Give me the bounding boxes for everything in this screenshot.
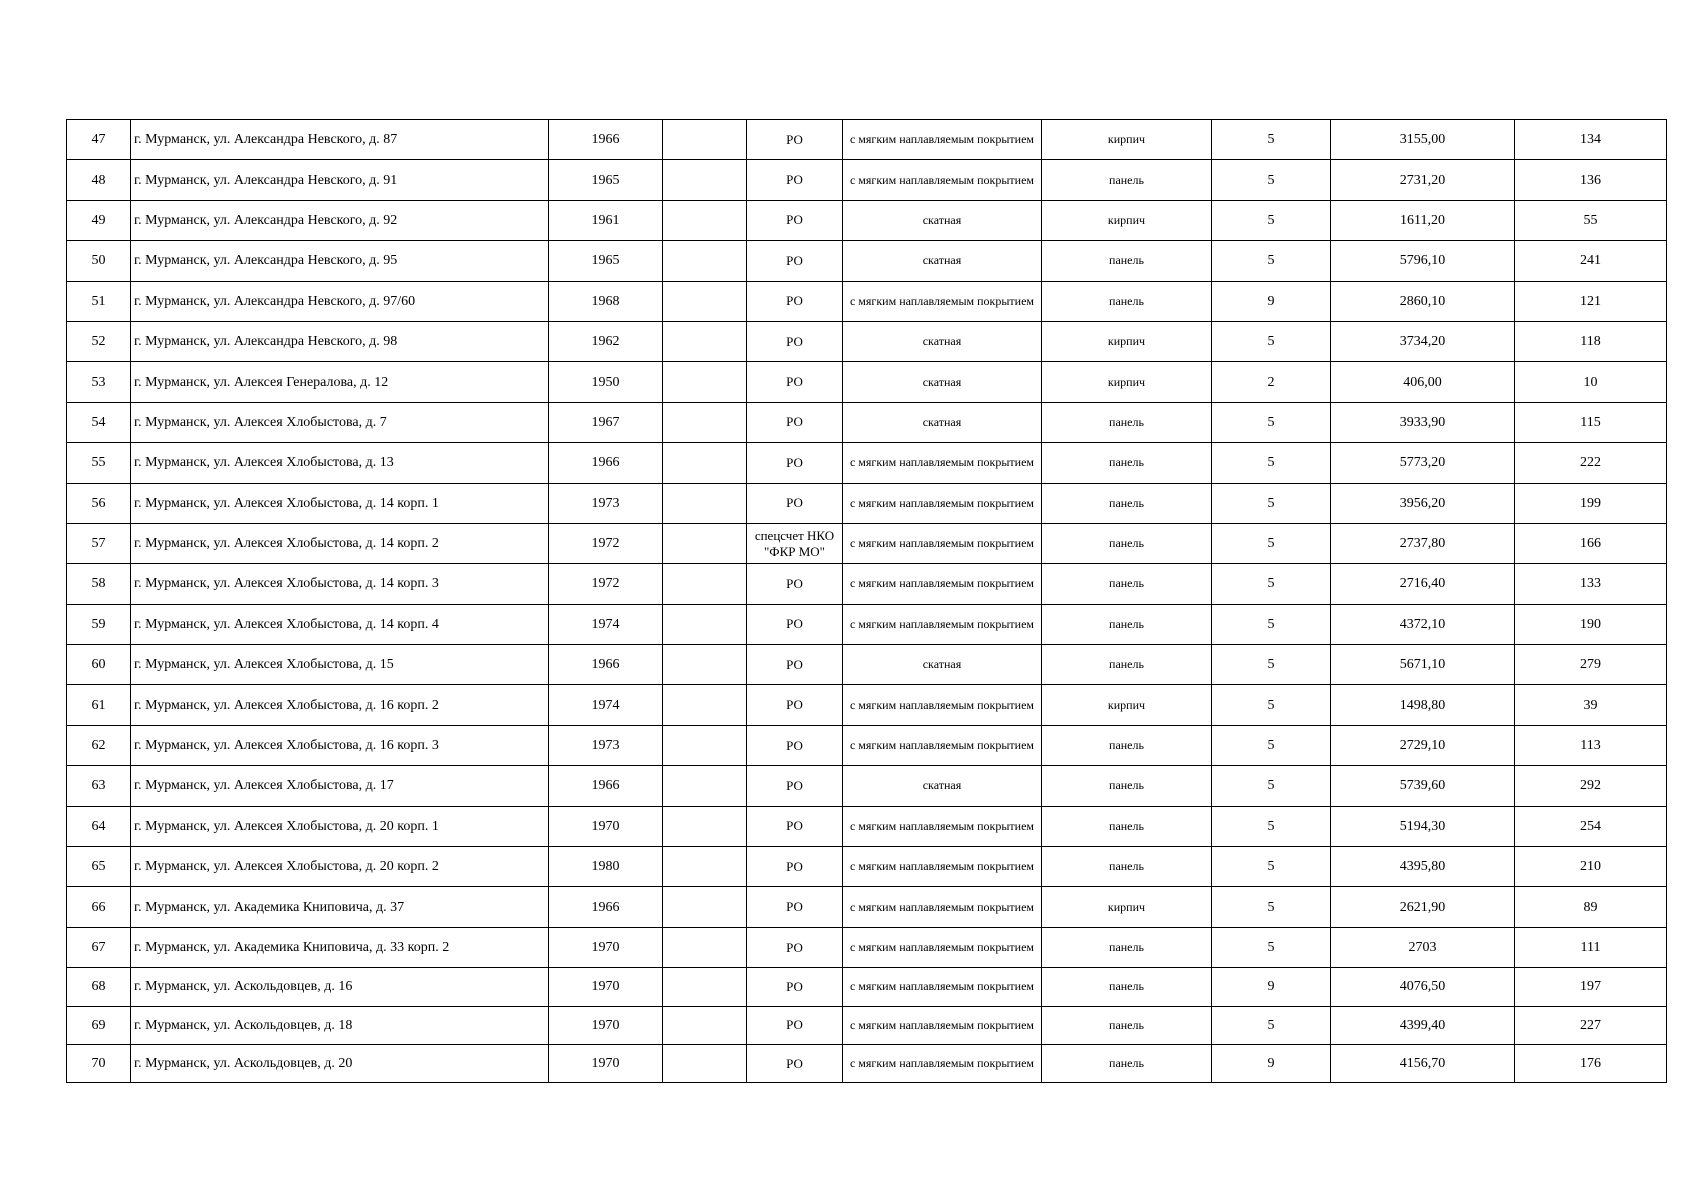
address-cell: г. Мурманск, ул. Алексея Хлобыстова, д. 14 корп. 2 [131, 523, 549, 563]
year-built-cell: 1972 [549, 564, 663, 604]
area-cell: 1611,20 [1331, 200, 1515, 240]
year-built-cell: 1967 [549, 402, 663, 442]
floors-cell: 5 [1212, 725, 1331, 765]
table-row [67, 281, 1667, 321]
row-number-cell: 63 [67, 766, 131, 806]
table-row [67, 806, 1667, 846]
area-cell: 406,00 [1331, 362, 1515, 402]
table-row [67, 321, 1667, 361]
blank-cell [663, 1006, 747, 1044]
address-cell: г. Мурманск, ул. Алексея Хлобыстова, д. 14 корп. 4 [131, 604, 549, 644]
floors-cell: 5 [1212, 200, 1331, 240]
fund-method-cell: РО [747, 1044, 843, 1082]
row-number-cell: 55 [67, 443, 131, 483]
floors-cell: 5 [1212, 806, 1331, 846]
table-row [67, 523, 1667, 563]
wall-material-cell: панель [1042, 402, 1212, 442]
blank-cell [663, 887, 747, 927]
row-number-cell: 69 [67, 1006, 131, 1044]
table-row [67, 160, 1667, 200]
wall-material-cell: панель [1042, 968, 1212, 1006]
address-cell: г. Мурманск, ул. Александра Невского, д. 91 [131, 160, 549, 200]
table-row [67, 887, 1667, 927]
address-cell: г. Мурманск, ул. Аскольдовцев, д. 18 [131, 1006, 549, 1044]
blank-cell [663, 1044, 747, 1082]
area-cell: 5671,10 [1331, 645, 1515, 685]
wall-material-cell: кирпич [1042, 200, 1212, 240]
wall-material-cell: кирпич [1042, 321, 1212, 361]
fund-method-cell: РО [747, 645, 843, 685]
year-built-cell: 1965 [549, 160, 663, 200]
wall-material-cell: кирпич [1042, 362, 1212, 402]
residents-cell: 197 [1515, 968, 1667, 1006]
year-built-cell: 1970 [549, 927, 663, 967]
residents-cell: 222 [1515, 443, 1667, 483]
residents-cell: 279 [1515, 645, 1667, 685]
area-cell: 2716,40 [1331, 564, 1515, 604]
area-cell: 5773,20 [1331, 443, 1515, 483]
year-built-cell: 1970 [549, 806, 663, 846]
roof-type-cell: с мягким наплавляемым покрытием [843, 725, 1042, 765]
area-cell: 1498,80 [1331, 685, 1515, 725]
floors-cell: 5 [1212, 160, 1331, 200]
address-cell: г. Мурманск, ул. Александра Невского, д. 87 [131, 120, 549, 160]
year-built-cell: 1965 [549, 241, 663, 281]
floors-cell: 5 [1212, 523, 1331, 563]
residents-cell: 210 [1515, 847, 1667, 887]
fund-method-cell: РО [747, 604, 843, 644]
blank-cell [663, 564, 747, 604]
residents-cell: 115 [1515, 402, 1667, 442]
blank-cell [663, 160, 747, 200]
address-cell: г. Мурманск, ул. Александра Невского, д. 92 [131, 200, 549, 240]
row-number-cell: 49 [67, 200, 131, 240]
residents-cell: 89 [1515, 887, 1667, 927]
fund-method-cell: спецсчет НКО "ФКР МО" [747, 523, 843, 563]
row-number-cell: 67 [67, 927, 131, 967]
blank-cell [663, 362, 747, 402]
area-cell: 3956,20 [1331, 483, 1515, 523]
area-cell: 2860,10 [1331, 281, 1515, 321]
floors-cell: 2 [1212, 362, 1331, 402]
address-cell: г. Мурманск, ул. Александра Невского, д. 98 [131, 321, 549, 361]
table-row [67, 564, 1667, 604]
wall-material-cell: панель [1042, 523, 1212, 563]
row-number-cell: 61 [67, 685, 131, 725]
roof-type-cell: скатная [843, 241, 1042, 281]
floors-cell: 9 [1212, 968, 1331, 1006]
floors-cell: 5 [1212, 402, 1331, 442]
blank-cell [663, 806, 747, 846]
roof-type-cell: с мягким наплавляемым покрытием [843, 685, 1042, 725]
address-cell: г. Мурманск, ул. Алексея Хлобыстова, д. 17 [131, 766, 549, 806]
residents-cell: 136 [1515, 160, 1667, 200]
roof-type-cell: с мягким наплавляемым покрытием [843, 1006, 1042, 1044]
table-row [67, 1044, 1667, 1082]
blank-cell [663, 281, 747, 321]
table-row [67, 1006, 1667, 1044]
fund-method-cell: РО [747, 968, 843, 1006]
table-row [67, 725, 1667, 765]
roof-type-cell: скатная [843, 200, 1042, 240]
blank-cell [663, 927, 747, 967]
table-row [67, 645, 1667, 685]
year-built-cell: 1950 [549, 362, 663, 402]
wall-material-cell: панель [1042, 604, 1212, 644]
residents-cell: 292 [1515, 766, 1667, 806]
residents-cell: 254 [1515, 806, 1667, 846]
row-number-cell: 68 [67, 968, 131, 1006]
table-row [67, 604, 1667, 644]
row-number-cell: 66 [67, 887, 131, 927]
fund-method-cell: РО [747, 321, 843, 361]
fund-method-cell: РО [747, 766, 843, 806]
roof-type-cell: с мягким наплавляемым покрытием [843, 281, 1042, 321]
table-row [67, 120, 1667, 160]
address-cell: г. Мурманск, ул. Алексея Хлобыстова, д. 16 корп. 2 [131, 685, 549, 725]
fund-method-cell: РО [747, 887, 843, 927]
table-row [67, 362, 1667, 402]
address-cell: г. Мурманск, ул. Александра Невского, д. 97/60 [131, 281, 549, 321]
floors-cell: 5 [1212, 847, 1331, 887]
area-cell: 4076,50 [1331, 968, 1515, 1006]
year-built-cell: 1966 [549, 766, 663, 806]
area-cell: 3734,20 [1331, 321, 1515, 361]
row-number-cell: 54 [67, 402, 131, 442]
year-built-cell: 1972 [549, 523, 663, 563]
blank-cell [663, 645, 747, 685]
residents-cell: 111 [1515, 927, 1667, 967]
blank-cell [663, 968, 747, 1006]
year-built-cell: 1980 [549, 847, 663, 887]
address-cell: г. Мурманск, ул. Аскольдовцев, д. 20 [131, 1044, 549, 1082]
floors-cell: 9 [1212, 281, 1331, 321]
fund-method-cell: РО [747, 241, 843, 281]
address-cell: г. Мурманск, ул. Алексея Хлобыстова, д. 20 корп. 1 [131, 806, 549, 846]
row-number-cell: 53 [67, 362, 131, 402]
fund-method-cell: РО [747, 362, 843, 402]
blank-cell [663, 604, 747, 644]
floors-cell: 5 [1212, 685, 1331, 725]
roof-type-cell: с мягким наплавляемым покрытием [843, 523, 1042, 563]
year-built-cell: 1970 [549, 1044, 663, 1082]
residents-cell: 241 [1515, 241, 1667, 281]
housing-registry-table [66, 119, 1667, 1083]
blank-cell [663, 523, 747, 563]
area-cell: 4372,10 [1331, 604, 1515, 644]
floors-cell: 5 [1212, 321, 1331, 361]
floors-cell: 5 [1212, 927, 1331, 967]
roof-type-cell: скатная [843, 362, 1042, 402]
floors-cell: 5 [1212, 1006, 1331, 1044]
roof-type-cell: с мягким наплавляемым покрытием [843, 806, 1042, 846]
fund-method-cell: РО [747, 685, 843, 725]
area-cell: 2621,90 [1331, 887, 1515, 927]
year-built-cell: 1974 [549, 685, 663, 725]
row-number-cell: 50 [67, 241, 131, 281]
row-number-cell: 65 [67, 847, 131, 887]
residents-cell: 121 [1515, 281, 1667, 321]
residents-cell: 39 [1515, 685, 1667, 725]
fund-method-cell: РО [747, 725, 843, 765]
table-row [67, 968, 1667, 1006]
roof-type-cell: скатная [843, 321, 1042, 361]
table-row [67, 443, 1667, 483]
fund-method-cell: РО [747, 564, 843, 604]
row-number-cell: 51 [67, 281, 131, 321]
area-cell: 2703 [1331, 927, 1515, 967]
residents-cell: 190 [1515, 604, 1667, 644]
row-number-cell: 47 [67, 120, 131, 160]
table-row [67, 685, 1667, 725]
residents-cell: 118 [1515, 321, 1667, 361]
area-cell: 2737,80 [1331, 523, 1515, 563]
floors-cell: 9 [1212, 1044, 1331, 1082]
wall-material-cell: панель [1042, 1006, 1212, 1044]
roof-type-cell: с мягким наплавляемым покрытием [843, 160, 1042, 200]
registry-table-body [67, 120, 1667, 1083]
address-cell: г. Мурманск, ул. Аскольдовцев, д. 16 [131, 968, 549, 1006]
year-built-cell: 1968 [549, 281, 663, 321]
wall-material-cell: панель [1042, 847, 1212, 887]
row-number-cell: 62 [67, 725, 131, 765]
roof-type-cell: скатная [843, 402, 1042, 442]
wall-material-cell: панель [1042, 1044, 1212, 1082]
address-cell: г. Мурманск, ул. Алексея Хлобыстова, д. 13 [131, 443, 549, 483]
year-built-cell: 1966 [549, 887, 663, 927]
address-cell: г. Мурманск, ул. Алексея Хлобыстова, д. 7 [131, 402, 549, 442]
area-cell: 5739,60 [1331, 766, 1515, 806]
roof-type-cell: с мягким наплавляемым покрытием [843, 483, 1042, 523]
roof-type-cell: с мягким наплавляемым покрытием [843, 887, 1042, 927]
address-cell: г. Мурманск, ул. Алексея Хлобыстова, д. 20 корп. 2 [131, 847, 549, 887]
wall-material-cell: кирпич [1042, 685, 1212, 725]
row-number-cell: 57 [67, 523, 131, 563]
table-row [67, 847, 1667, 887]
blank-cell [663, 483, 747, 523]
roof-type-cell: с мягким наплавляемым покрытием [843, 1044, 1042, 1082]
row-number-cell: 58 [67, 564, 131, 604]
blank-cell [663, 321, 747, 361]
area-cell: 2729,10 [1331, 725, 1515, 765]
residents-cell: 166 [1515, 523, 1667, 563]
address-cell: г. Мурманск, ул. Алексея Хлобыстова, д. 16 корп. 3 [131, 725, 549, 765]
area-cell: 3933,90 [1331, 402, 1515, 442]
roof-type-cell: с мягким наплавляемым покрытием [843, 120, 1042, 160]
address-cell: г. Мурманск, ул. Алексея Генералова, д. 12 [131, 362, 549, 402]
fund-method-cell: РО [747, 1006, 843, 1044]
area-cell: 4395,80 [1331, 847, 1515, 887]
blank-cell [663, 766, 747, 806]
table-row [67, 241, 1667, 281]
residents-cell: 133 [1515, 564, 1667, 604]
fund-method-cell: РО [747, 443, 843, 483]
address-cell: г. Мурманск, ул. Алексея Хлобыстова, д. 15 [131, 645, 549, 685]
residents-cell: 10 [1515, 362, 1667, 402]
residents-cell: 176 [1515, 1044, 1667, 1082]
area-cell: 5194,30 [1331, 806, 1515, 846]
residents-cell: 55 [1515, 200, 1667, 240]
wall-material-cell: панель [1042, 241, 1212, 281]
floors-cell: 5 [1212, 241, 1331, 281]
year-built-cell: 1966 [549, 443, 663, 483]
fund-method-cell: РО [747, 927, 843, 967]
fund-method-cell: РО [747, 281, 843, 321]
fund-method-cell: РО [747, 160, 843, 200]
year-built-cell: 1973 [549, 725, 663, 765]
row-number-cell: 52 [67, 321, 131, 361]
year-built-cell: 1970 [549, 1006, 663, 1044]
address-cell: г. Мурманск, ул. Алексея Хлобыстова, д. 14 корп. 3 [131, 564, 549, 604]
address-cell: г. Мурманск, ул. Алексея Хлобыстова, д. 14 корп. 1 [131, 483, 549, 523]
wall-material-cell: панель [1042, 645, 1212, 685]
floors-cell: 5 [1212, 645, 1331, 685]
wall-material-cell: панель [1042, 806, 1212, 846]
roof-type-cell: скатная [843, 766, 1042, 806]
table-row [67, 766, 1667, 806]
floors-cell: 5 [1212, 564, 1331, 604]
fund-method-cell: РО [747, 200, 843, 240]
wall-material-cell: панель [1042, 725, 1212, 765]
blank-cell [663, 120, 747, 160]
blank-cell [663, 725, 747, 765]
fund-method-cell: РО [747, 120, 843, 160]
blank-cell [663, 200, 747, 240]
residents-cell: 227 [1515, 1006, 1667, 1044]
blank-cell [663, 443, 747, 483]
address-cell: г. Мурманск, ул. Академика Книповича, д. 33 корп. 2 [131, 927, 549, 967]
year-built-cell: 1961 [549, 200, 663, 240]
roof-type-cell: с мягким наплавляемым покрытием [843, 847, 1042, 887]
year-built-cell: 1962 [549, 321, 663, 361]
wall-material-cell: панель [1042, 443, 1212, 483]
row-number-cell: 56 [67, 483, 131, 523]
year-built-cell: 1974 [549, 604, 663, 644]
residents-cell: 113 [1515, 725, 1667, 765]
wall-material-cell: панель [1042, 160, 1212, 200]
address-cell: г. Мурманск, ул. Академика Книповича, д. 37 [131, 887, 549, 927]
residents-cell: 199 [1515, 483, 1667, 523]
fund-method-cell: РО [747, 483, 843, 523]
year-built-cell: 1973 [549, 483, 663, 523]
area-cell: 4399,40 [1331, 1006, 1515, 1044]
address-cell: г. Мурманск, ул. Александра Невского, д. 95 [131, 241, 549, 281]
wall-material-cell: кирпич [1042, 887, 1212, 927]
wall-material-cell: панель [1042, 927, 1212, 967]
area-cell: 2731,20 [1331, 160, 1515, 200]
year-built-cell: 1966 [549, 120, 663, 160]
roof-type-cell: с мягким наплавляемым покрытием [843, 443, 1042, 483]
wall-material-cell: панель [1042, 564, 1212, 604]
roof-type-cell: с мягким наплавляемым покрытием [843, 927, 1042, 967]
year-built-cell: 1966 [549, 645, 663, 685]
table-row [67, 927, 1667, 967]
fund-method-cell: РО [747, 806, 843, 846]
table-row [67, 483, 1667, 523]
blank-cell [663, 241, 747, 281]
row-number-cell: 64 [67, 806, 131, 846]
roof-type-cell: с мягким наплавляемым покрытием [843, 564, 1042, 604]
blank-cell [663, 402, 747, 442]
row-number-cell: 60 [67, 645, 131, 685]
blank-cell [663, 685, 747, 725]
floors-cell: 5 [1212, 483, 1331, 523]
table-row [67, 402, 1667, 442]
row-number-cell: 59 [67, 604, 131, 644]
row-number-cell: 70 [67, 1044, 131, 1082]
row-number-cell: 48 [67, 160, 131, 200]
floors-cell: 5 [1212, 887, 1331, 927]
wall-material-cell: панель [1042, 766, 1212, 806]
wall-material-cell: кирпич [1042, 120, 1212, 160]
area-cell: 4156,70 [1331, 1044, 1515, 1082]
roof-type-cell: скатная [843, 645, 1042, 685]
floors-cell: 5 [1212, 604, 1331, 644]
roof-type-cell: с мягким наплавляемым покрытием [843, 968, 1042, 1006]
fund-method-cell: РО [747, 402, 843, 442]
wall-material-cell: панель [1042, 483, 1212, 523]
floors-cell: 5 [1212, 766, 1331, 806]
roof-type-cell: с мягким наплавляемым покрытием [843, 604, 1042, 644]
residents-cell: 134 [1515, 120, 1667, 160]
area-cell: 5796,10 [1331, 241, 1515, 281]
year-built-cell: 1970 [549, 968, 663, 1006]
table-row [67, 200, 1667, 240]
floors-cell: 5 [1212, 120, 1331, 160]
wall-material-cell: панель [1042, 281, 1212, 321]
area-cell: 3155,00 [1331, 120, 1515, 160]
blank-cell [663, 847, 747, 887]
floors-cell: 5 [1212, 443, 1331, 483]
fund-method-cell: РО [747, 847, 843, 887]
